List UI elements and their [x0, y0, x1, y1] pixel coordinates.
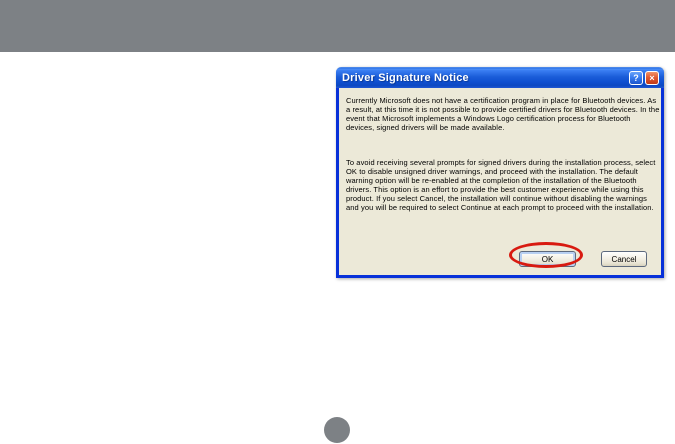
help-icon[interactable]: ? [629, 71, 643, 85]
dialog-button-row [519, 251, 647, 267]
notice-paragraph-1: Currently Microsoft does not have a certification program in place for Bluetooth devices. As a result, at this time it is not possible to provide certified drivers for Bluetooth devices. In the event that Microsoft implements a Windows Logo certification process for Bluetooth devices, signed drivers will be made available. [346, 96, 660, 132]
dialog-title: Driver Signature Notice [342, 72, 469, 84]
header-bar [0, 0, 675, 52]
ok-button[interactable]: OK [519, 251, 576, 267]
close-icon[interactable]: × [645, 71, 659, 85]
notice-paragraph-2: To avoid receiving several prompts for signed drivers during the installation process, select OK to disable unsigned driver warnings, and proceed with the installation. The default warning option will be re-enabled at the completion of the installation of the Bluetooth drivers. This option is an effort to provide the best customer experience while using this product. If you select Cancel, the installation will continue without disabling the warnings and you will be required to select Continue at each prompt to proceed with the installation. [346, 158, 656, 212]
cancel-button[interactable]: Cancel [601, 251, 647, 267]
driver-signature-notice-dialog [336, 67, 664, 278]
dialog-titlebar[interactable] [336, 67, 664, 88]
page-indicator-dot [324, 417, 350, 443]
dialog-body [336, 88, 664, 278]
titlebar-buttons [629, 71, 664, 85]
